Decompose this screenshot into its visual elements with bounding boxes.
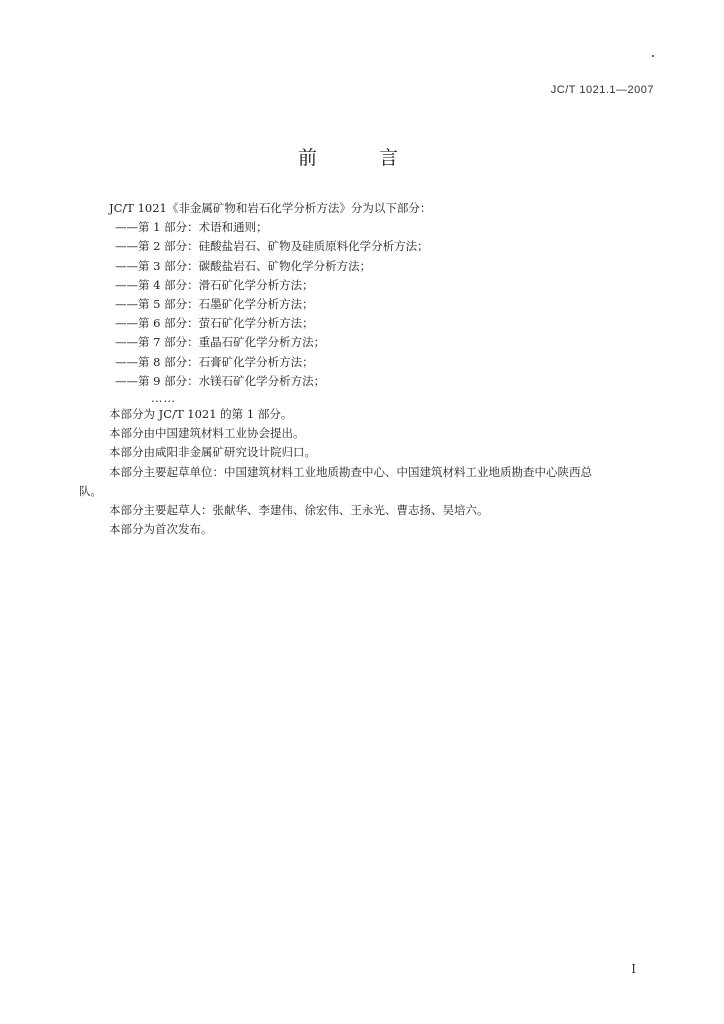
part-item-4: ——第 4 部分：滑石矿化学分析方法；	[115, 277, 314, 292]
statement-managed-by: 本部分由咸阳非金属矿研究设计院归口。	[109, 445, 316, 460]
preface-body	[79, 199, 665, 539]
intro-paragraph: JC/T 1021《非金属矿物和岩石化学分析方法》分为以下部分：	[109, 201, 432, 215]
statement-drafting-units: 本部分主要起草单位：中国建筑材料工业地质勘查中心、中国建筑材料工业地质勘查中心陕西总	[109, 464, 592, 479]
statement-first-release: 本部分为首次发布。	[109, 522, 213, 537]
statement-part-of: 本部分为 JC/T 1021 的第 1 部分。	[109, 407, 293, 422]
page-number: I	[631, 962, 636, 976]
part-item-9: ——第 9 部分：水镁石矿化学分析方法；	[115, 373, 326, 388]
part-item-6: ——第 6 部分：萤石矿化学分析方法；	[115, 316, 314, 331]
part-item-8: ——第 8 部分：石膏矿化学分析方法；	[115, 354, 314, 369]
page-title: 前 言	[297, 147, 427, 169]
part-item-3: ——第 3 部分：碳酸盐岩石、矿物化学分析方法；	[115, 258, 372, 273]
scan-speck	[652, 55, 654, 57]
statement-drafters: 本部分主要起草人：张献华、李建伟、徐宏伟、王永光、曹志扬、吴培六。	[109, 503, 489, 518]
statement-proposed-by: 本部分由中国建筑材料工业协会提出。	[109, 426, 305, 441]
standard-code: JC/T 1021.1—2007	[550, 84, 654, 96]
part-item-1: ——第 1 部分：术语和通则；	[115, 220, 268, 235]
part-item-2: ——第 2 部分：硅酸盐岩石、矿物及硅质原料化学分析方法；	[115, 239, 429, 254]
list-ellipsis: ……	[151, 391, 176, 406]
part-item-7: ——第 7 部分：重晶石矿化学分析方法；	[115, 335, 326, 350]
statement-drafting-units-cont: 队。	[79, 483, 102, 498]
part-item-5: ——第 5 部分：石墨矿化学分析方法；	[115, 297, 314, 312]
